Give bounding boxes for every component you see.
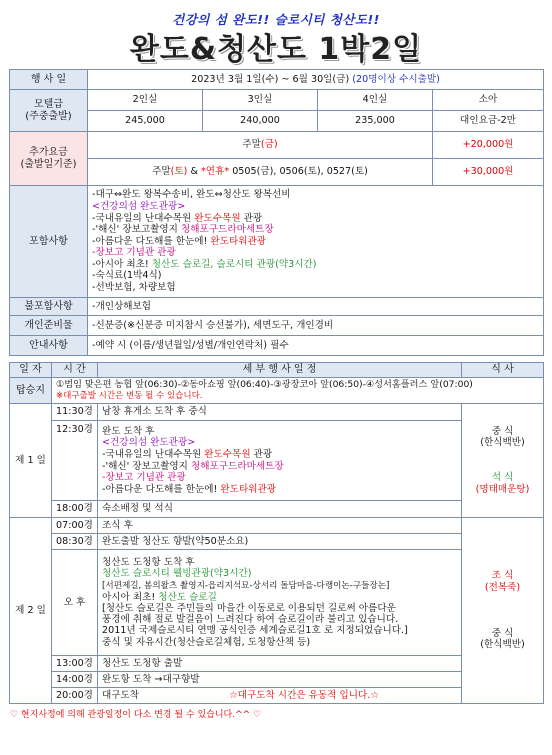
price-value: 대인요금-2만 [433,111,544,132]
schedule-table [9,362,544,704]
price-header: 4인실 [318,90,433,111]
text-line: 중식 및 자유시간(청산슬로길체험, 도청항산책 등) [102,636,311,648]
schedule-header: 일 자 [10,363,52,378]
time-cell: 12:30경 [52,421,98,501]
event-cell: 완도항 도착 →대구향발 [98,672,462,688]
text-line: -국내유일의 난대수목원 완도수목원 관광 [92,212,263,224]
prep-label: 개인준비물 [10,316,88,336]
time-cell: 07:00경 [52,518,98,534]
day1-meals: 중 식 (한식백반) 석 식 (명태매운탕) [462,404,544,518]
text-line: -아시아 최초! 청산도 슬로길, 슬로시티 관광(약3시간) [92,258,317,270]
guide-value: -예약 시 (이름/생년월일/성별/개인연락처) 필수 [88,336,544,356]
event-cell [98,421,462,501]
period-label: 행 사 일 [10,70,88,90]
text-line: 2011년 국제슬로시티 연맹 공식인증 세계슬로길1호 로 지정되었습니다.] [102,625,408,637]
day2-meals: 조 식 (전복죽) 중 식 (한식백반) [462,518,544,704]
schedule-header: 세 부 행 사 일 정 [98,363,462,378]
extra-fee-holiday: 주말(토) & *연휴* 0505(금), 0506(토), 0527(토) [88,159,433,186]
schedule-header: 시 간 [52,363,98,378]
price-header: 소아 [433,90,544,111]
text-line: [서편제길, 봄의왈츠 촬영지-읍리지석묘-상서리 돌담마을-다랭이논-구들장논] [102,580,390,591]
text-line: -아름다운 다도해를 한눈에! 완도타워관광 [102,483,277,495]
boarding-value: ①범임 맞은편 농협 앞(06:30)-②동아쇼핑 앞(06:40)-③광장코아 앞(06:50)-④성서홈플러스 앞(07:00) ※대구출발 시간은 변동 될 수 있습니다. [52,378,544,404]
text-line: -선박보험, 차량보험 [92,282,176,294]
text-line: -숙식료(1박4식) [92,270,162,282]
model-label: 모텔급 (주중출발) [10,90,88,132]
text-line: <건강의섬 완도관광> [92,200,186,212]
prep-value: -신분증(※신분증 미지참시 승선불가), 세면도구, 개인경비 [88,316,544,336]
price-value: 235,000 [318,111,433,132]
extra-fee-holiday-amount: +30,000원 [433,159,544,186]
time-cell: 오 후 [52,550,98,656]
text-line: 청산도 도청항 도착 후 [102,557,195,569]
text-line: 아시아 최초! 청산도 슬로길 [102,591,217,603]
extra-fee-weekend-amount: +20,000원 [433,132,544,159]
header [0,0,552,67]
event-cell [98,550,462,656]
price-value: 240,000 [203,111,318,132]
day1-label: 제 1 일 [10,404,52,518]
event-cell: 대구도착 ☆대구도착 시간은 유동적 입니다.☆ [98,688,462,704]
extra-fee-label: 추가요금 (출발일기준) [10,132,88,186]
boarding-label: 탑승지 [10,378,52,404]
text-line: 풍경에 취해 절로 발걸음이 느려진다 하여 슬로길이라 불리고 있습니다. [102,614,399,626]
text-line: 완도 도착 후 [102,425,155,437]
included-list [88,186,544,298]
event-cell: 남창 휴게소 도착 후 중식 [98,404,462,421]
day2-label: 제 2 일 [10,518,52,704]
text-line: -'해신' 장보고촬영지 청해포구드라마세트장 [102,460,284,472]
text-line: <건강의섬 완도관광> [102,437,196,449]
excluded-label: 불포함사항 [10,298,88,316]
time-cell: 13:00경 [52,656,98,672]
price-header: 3인실 [203,90,318,111]
time-cell: 14:00경 [52,672,98,688]
included-label: 포함사항 [10,186,88,298]
page-title: 완도&청산도 1박2일 [129,32,423,67]
text-line: -아름다운 다도해를 한눈에! 완도타워관광 [92,235,267,247]
text-line: -장보고 기념관 관광 [92,247,176,259]
event-cell: 완도출발 청산도 향발(약50분소요) [98,534,462,550]
event-cell: 청산도 도청항 출발 [98,656,462,672]
guide-label: 안내사항 [10,336,88,356]
info-table [9,69,544,356]
time-cell: 20:00경 [52,688,98,704]
event-cell: 조식 후 [98,518,462,534]
text-line: [청산도 슬로길은 주민들의 마을간 이동로로 이용되던 길로써 아름다운 [102,603,396,614]
text-line: -국내유일의 난대수목원 완도수목원 관광 [102,448,273,460]
schedule-header: 식 사 [462,363,544,378]
time-cell: 18:00경 [52,501,98,518]
footer-note: ♡ 현지사정에 의해 관광일정이 다소 변경 될 수 있습니다.^^ ♡ [10,710,262,720]
slogan: 건강의 섬 완도!! 슬로시티 청산도!! [172,12,380,27]
excluded-value: -개인상해보험 [88,298,544,316]
text-line: 청산도 슬로시티 웰빙관광(약3시간) [102,568,252,580]
extra-fee-weekend: 주말(금) [88,132,433,159]
time-cell: 11:30경 [52,404,98,421]
text-line: -'해신' 장보고촬영지 청해포구드라마세트장 [92,224,274,236]
text-line: -장보고 기념관 관광 [102,472,186,484]
price-value: 245,000 [88,111,203,132]
time-cell: 08:30경 [52,534,98,550]
period-value: 2023년 3월 1일(수) ~ 6월 30일(금) (20명이상 수시출발) [88,70,544,90]
event-cell: 숙소배정 및 석식 [98,501,462,518]
text-line: -대구⇔완도 왕복수송비, 완도⇔청산도 왕복선비 [92,189,291,201]
price-header: 2인실 [88,90,203,111]
